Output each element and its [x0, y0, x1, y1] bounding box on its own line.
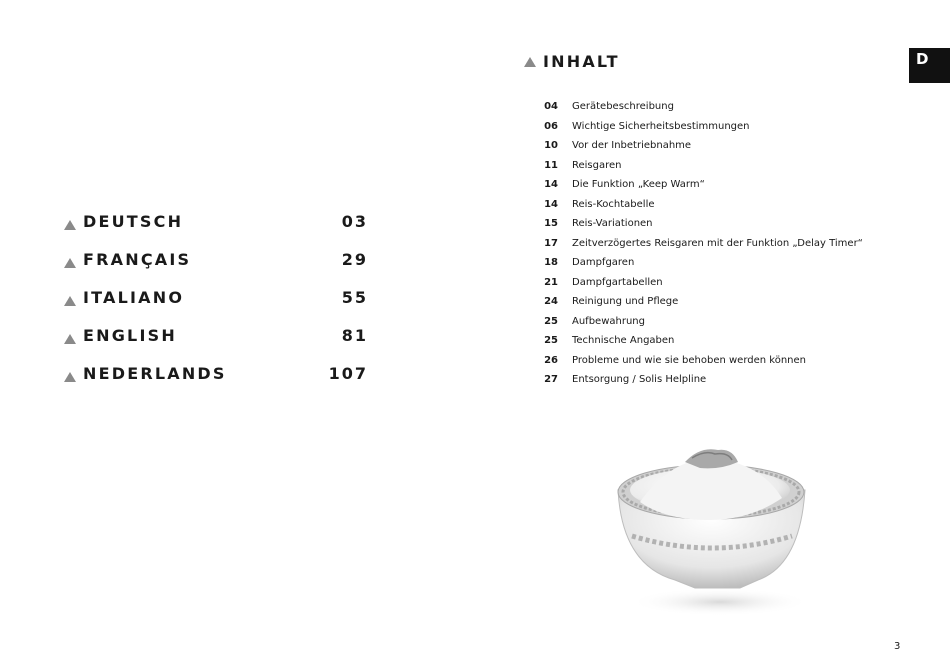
toc-entry[interactable]	[530, 257, 860, 277]
toc-entry[interactable]	[530, 355, 860, 375]
language-tab-label: D	[916, 50, 929, 68]
toc-entry-title: Technische Angaben	[572, 335, 675, 346]
toc-entry[interactable]	[530, 374, 860, 394]
toc-entry[interactable]	[530, 121, 860, 141]
toc-entry-page: 25	[544, 335, 558, 346]
language-name: ITALIANO	[83, 288, 185, 307]
language-row-francais[interactable]	[64, 250, 368, 288]
language-row-english[interactable]	[64, 326, 368, 364]
toc-entry[interactable]	[530, 160, 860, 180]
language-row-deutsch[interactable]	[64, 212, 368, 250]
language-row-italiano[interactable]	[64, 288, 368, 326]
toc-entry-page: 04	[544, 101, 558, 112]
toc-entry-page: 18	[544, 257, 558, 268]
triangle-bullet-icon	[524, 57, 536, 67]
toc-entry-page: 24	[544, 296, 558, 307]
toc-entry-title: Reis-Variationen	[572, 218, 653, 229]
language-page: 107	[328, 364, 368, 383]
toc-entry[interactable]	[530, 335, 860, 355]
toc-entry-page: 25	[544, 315, 558, 327]
toc-entry-title: Aufbewahrung	[572, 315, 645, 327]
language-page: 81	[341, 326, 368, 345]
toc-entry[interactable]	[530, 140, 860, 160]
toc-entry-page: 14	[544, 198, 558, 210]
toc-entry[interactable]	[530, 316, 860, 336]
toc-entry-title: Die Funktion „Keep Warm“	[572, 179, 705, 190]
toc-entry-title: Reinigung und Pflege	[572, 296, 679, 307]
toc-entry-title: Vor der Inbetriebnahme	[572, 140, 692, 151]
toc-entry-title: Dampfgartabellen	[572, 276, 663, 288]
toc-entry-page: 11	[544, 159, 558, 171]
language-page: 55	[341, 288, 368, 307]
language-index	[64, 212, 368, 402]
triangle-bullet-icon	[64, 372, 76, 382]
language-page: 29	[341, 250, 368, 269]
toc-entry-page: 17	[544, 237, 558, 249]
toc-entry-page: 21	[544, 276, 558, 288]
toc-entry[interactable]	[530, 237, 863, 258]
toc-entry-page: 27	[544, 374, 558, 385]
toc-entry[interactable]	[530, 199, 860, 219]
language-name: NEDERLANDS	[83, 364, 227, 383]
toc-entry-title: Reisgaren	[572, 159, 622, 171]
toc-entry[interactable]	[530, 277, 860, 297]
toc-entry-page: 26	[544, 354, 558, 366]
toc-entry-page: 06	[544, 120, 558, 132]
language-name: FRANÇAIS	[83, 250, 192, 269]
toc-entry-title: Gerätebeschreibung	[572, 101, 674, 112]
toc-entry-page: 15	[544, 218, 558, 229]
toc-entry[interactable]	[530, 101, 860, 121]
toc-entry-title: Zeitverzögertes Reisgaren mit der Funktion „Delay Timer“	[572, 237, 863, 249]
toc-entry[interactable]	[530, 296, 860, 316]
toc-title: INHALT	[543, 52, 620, 71]
toc-entry-page: 10	[544, 140, 558, 151]
language-page: 03	[341, 212, 368, 231]
language-row-nederlands[interactable]	[64, 364, 368, 402]
language-tab	[909, 48, 950, 83]
toc-entry-title: Reis-Kochtabelle	[572, 198, 655, 210]
rice-bowl-image	[600, 440, 830, 620]
toc-entry-page: 14	[544, 179, 558, 190]
page-number: 3	[894, 641, 901, 652]
language-name: DEUTSCH	[83, 212, 184, 231]
toc-entry-title: Probleme und wie sie behoben werden können	[572, 354, 806, 366]
toc-entry[interactable]	[530, 218, 860, 238]
triangle-bullet-icon	[64, 334, 76, 344]
toc-entry-title: Dampfgaren	[572, 257, 635, 268]
triangle-bullet-icon	[64, 296, 76, 306]
language-name: ENGLISH	[83, 326, 177, 345]
triangle-bullet-icon	[64, 258, 76, 268]
toc-list	[530, 101, 863, 394]
toc-entry-title: Wichtige Sicherheitsbestimmungen	[572, 120, 750, 132]
triangle-bullet-icon	[64, 220, 76, 230]
toc-entry-title: Entsorgung / Solis Helpline	[572, 374, 707, 385]
toc-entry[interactable]	[530, 179, 860, 199]
